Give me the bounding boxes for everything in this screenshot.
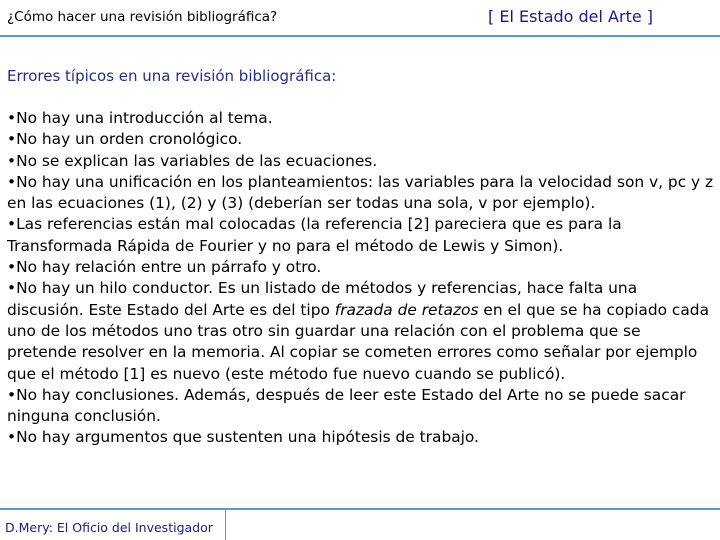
emphasis-phrase: frazada de retazos: [334, 300, 479, 319]
bullet-item: •No hay argumentos que sustenten una hipótesis de trabajo.: [7, 428, 479, 447]
bullet-item: •No hay un orden cronológico.: [7, 130, 243, 149]
header-divider: [0, 35, 720, 37]
section-title: Errores típicos en una revisión bibliográfica:: [7, 67, 337, 85]
slide-section-tag: [ El Estado del Arte ]: [488, 7, 654, 26]
bullet-item: •No se explican las variables de las ecuaciones.: [7, 151, 378, 170]
bullet-item: •No hay conclusiones. Además, después de leer este Estado del Arte no se puede sacar ninguna conclusión.: [7, 385, 686, 426]
slide-header-title: ¿Cómo hacer una revisión bibliográfica?: [7, 9, 278, 25]
bullet-item: •No hay una introducción al tema.: [7, 109, 273, 127]
bullet-item: •Las referencias están mal colocadas (la referencia [2] pareciera que es para la Transformada Rápida de Fourier y no para el método de Lewis y Simon).: [7, 215, 622, 255]
footer-credit: D.Mery: El Oficio del Investigador: [5, 520, 213, 535]
bullet-item: •No hay un hilo conductor. Es un listado de métodos y referencias, hace falta una discusión. Este Estado del Arte es del tipo frazada de retazos en el que se ha copiado cada uno de los métodos uno tras otro sin guardar una relación con el problema que se pretende resolver en la memoria. Al copiar se cometen errores como señalar por ejemplo que el método [1] es nuevo (este método fue nuevo cuando se publicó).: [7, 279, 709, 383]
bullet-list: [7, 108, 715, 449]
bullet-item: •No hay una unificación en los planteamientos: las variables para la velocidad son v, pc y z en las ecuaciones (1), (2) y (3) (deberían ser todas una sola, v por ejemplo).: [7, 172, 714, 213]
bullet-item: •No hay relación entre un párrafo y otro.: [7, 258, 322, 277]
